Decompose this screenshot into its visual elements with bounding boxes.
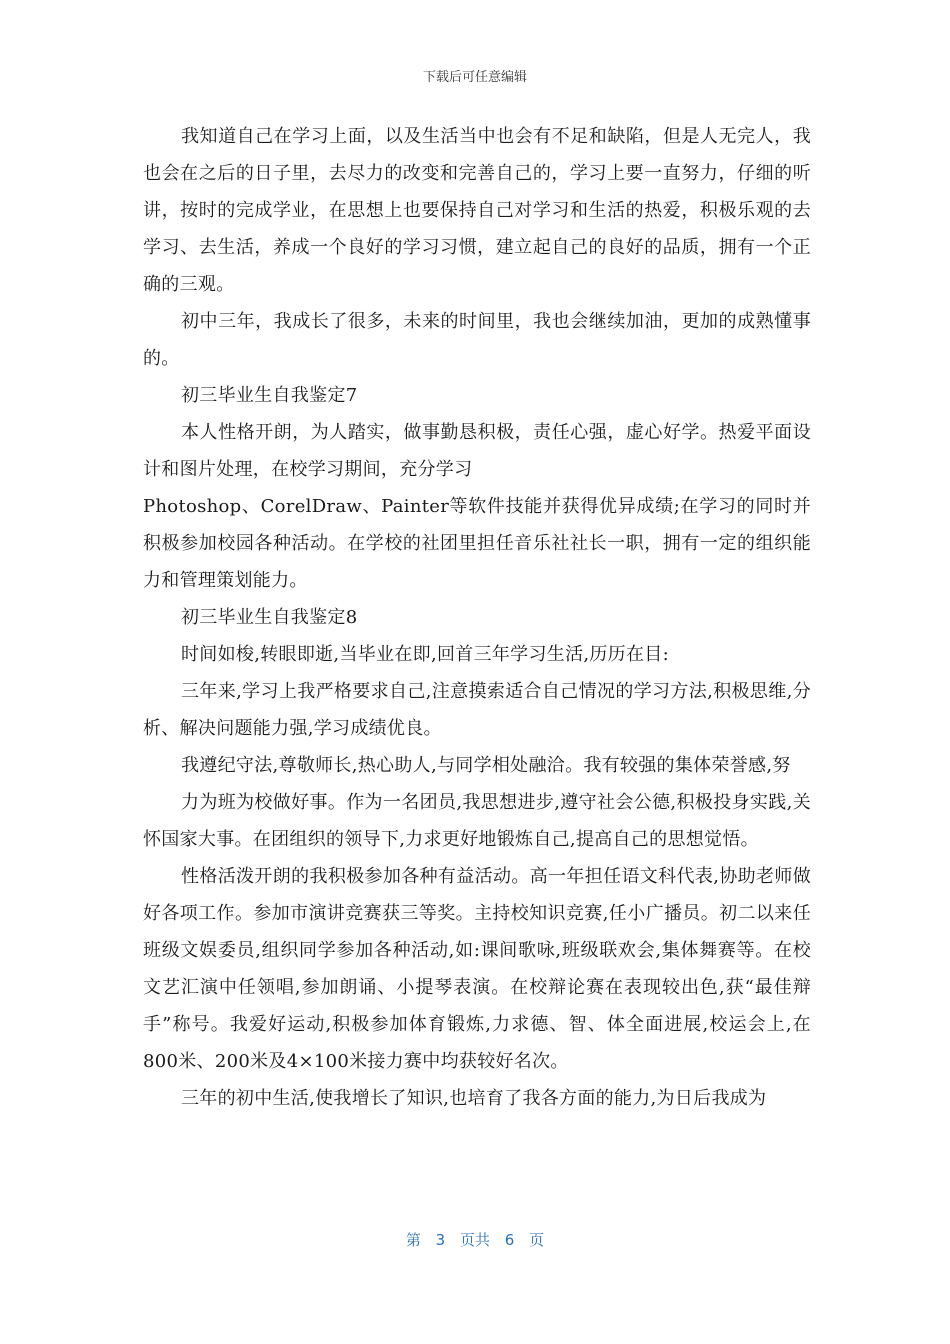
paragraph: 初中三年，我成长了很多，未来的时间里，我也会继续加油，更加的成熟懂事的。 <box>143 311 811 369</box>
section-heading: 初三毕业生自我鉴定7 <box>181 385 358 406</box>
paragraph: 我知道自己在学习上面，以及生活当中也会有不足和缺陷，但是人无完人，我也会在之后的日子里，去尽力的改变和完善自己的，学习上要一直努力，仔细的听讲，按时的完成学业，在思想上也要保持自己对学习和生活的热爱，积极乐观的去学习、去生活，养成一个良好的学习习惯，建立起自己的良好的品质，拥有一个正确的三观。 <box>143 126 811 295</box>
paragraph: 三年的初中生活,使我增长了知识,也培育了我各方面的能力,为日后我成为 <box>181 1088 767 1109</box>
paragraph: 三年来,学习上我严格要求自己,注意摸索适合自己情况的学习方法,积极思维,分析、解决问题能力强,学习成绩优良。 <box>143 681 811 739</box>
page-header: 下载后可任意编辑 <box>422 70 527 85</box>
section-heading: 初三毕业生自我鉴定8 <box>181 607 358 628</box>
paragraph: 性格活泼开朗的我积极参加各种有益活动。高一年担任语文科代表,协助老师做好各项工作。参加市演讲竞赛获三等奖。主持校知识竞赛,任小广播员。初二以来任班级文娱委员,组织同学参加各种活动,如:课间歌咏,班级联欢会,集体舞赛等。在校文艺汇演中任领唱,参加朗诵、小提琴表演。在校辩论赛在表现较出色,获“最佳辩手”称号。我爱好运动,积极参加体育锻炼,力求德、智、体全面进展,校运会上,在800米、200米及4×100米接力赛中均获较好名次。 <box>143 866 811 1072</box>
paragraph: 力为班为校做好事。作为一名团员,我思想进步,遵守社会公德,积极投身实践,关怀国家大事。在团组织的领导下,力求更好地锻炼自己,提高自己的思想觉悟。 <box>143 792 811 850</box>
paragraph: 时间如梭,转眼即逝,当毕业在即,回首三年学习生活,历历在目: <box>181 644 669 665</box>
document-body <box>143 118 811 1117</box>
paragraph: Photoshop、CorelDraw、Painter等软件技能并获得优异成绩;在学习的同时并积极参加校园各种活动。在学校的社团里担任音乐社社长一职，拥有一定的组织能力和管理策划能力。 <box>143 496 811 591</box>
paragraph: 我遵纪守法,尊敬师长,热心助人,与同学相处融洽。我有较强的集体荣誉感,努 <box>181 755 791 776</box>
paragraph: 本人性格开朗，为人踏实，做事勤恳积极，责任心强，虚心好学。热爱平面设计和图片处理，在校学习期间，充分学习 <box>143 422 811 480</box>
page-footer: 第 3 页共 6 页 <box>405 1231 545 1249</box>
